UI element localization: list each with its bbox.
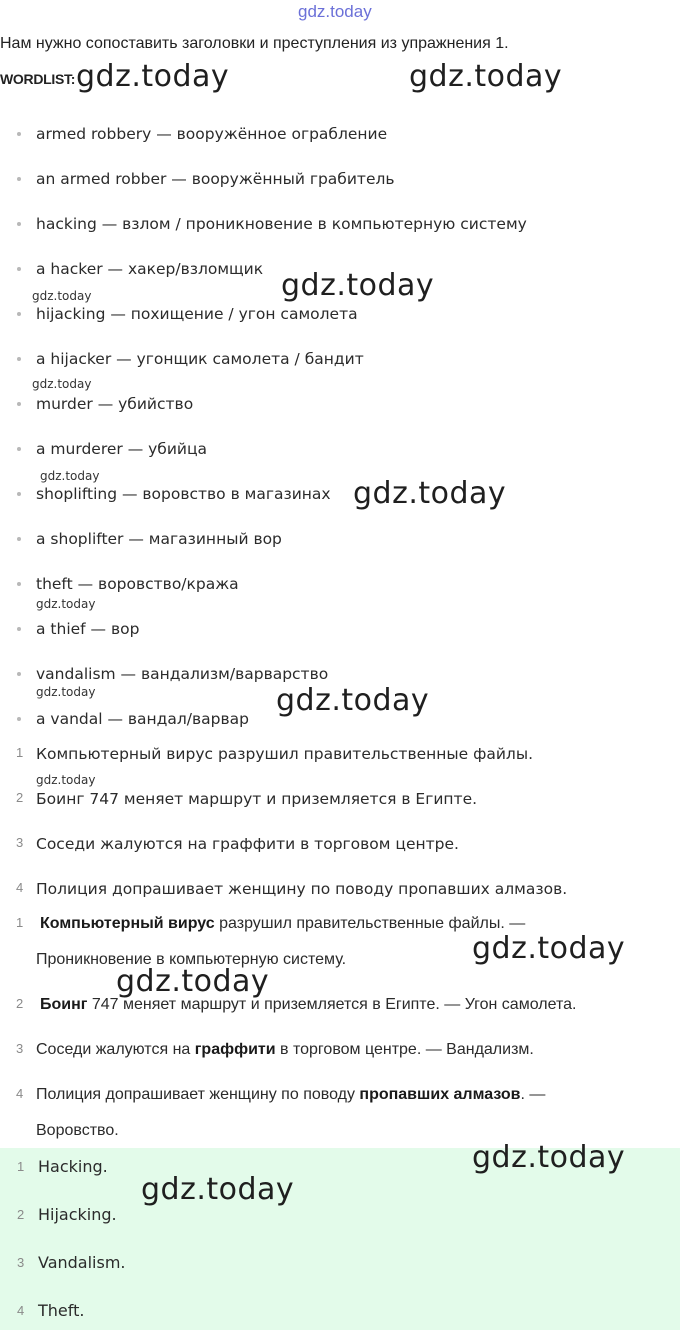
bullet-icon [17,537,21,541]
watermark: gdz.today [276,683,430,718]
answer-box: 1 Hacking. 2 Hijacking. 3 Vandalism. 4 Theft. [0,1148,680,1330]
bullet-icon [17,672,21,676]
watermark-small: gdz.today [32,289,92,303]
bullet-icon [17,402,21,406]
watermark-small: gdz.today [36,773,96,787]
watermark: gdz.today [76,59,230,94]
watermark-top: gdz.today [298,2,372,21]
bullet-icon [17,132,21,136]
intro-text: Нам нужно сопоставить заголовки и преступления из упражнения 1. [0,35,509,52]
bullet-icon [17,357,21,361]
watermark: gdz.today [141,1172,295,1207]
watermark-small: gdz.today [36,597,96,611]
watermark: gdz.today [472,931,626,966]
watermark-small: gdz.today [32,377,92,391]
keyword: Компьютерный вирус [40,915,215,932]
bullet-icon [17,267,21,271]
watermark: gdz.today [353,476,507,511]
bullet-icon [17,447,21,451]
bullet-icon [17,222,21,226]
watermark-small: gdz.today [40,469,100,483]
keyword: граффити [194,1041,276,1058]
wordlist-label: WORDLIST: [0,71,76,87]
watermark-small: gdz.today [36,685,96,699]
bullet-icon [17,627,21,631]
keyword: пропавших алмазов [359,1086,521,1103]
watermark: gdz.today [281,268,435,303]
watermark: gdz.today [472,1140,626,1175]
keyword: Боинг [40,996,88,1013]
bullet-icon [17,177,21,181]
bullet-icon [17,312,21,316]
bullet-icon [17,582,21,586]
bullet-icon [17,717,21,721]
watermark: gdz.today [409,59,563,94]
bullet-icon [17,492,21,496]
watermark: gdz.today [116,964,270,999]
